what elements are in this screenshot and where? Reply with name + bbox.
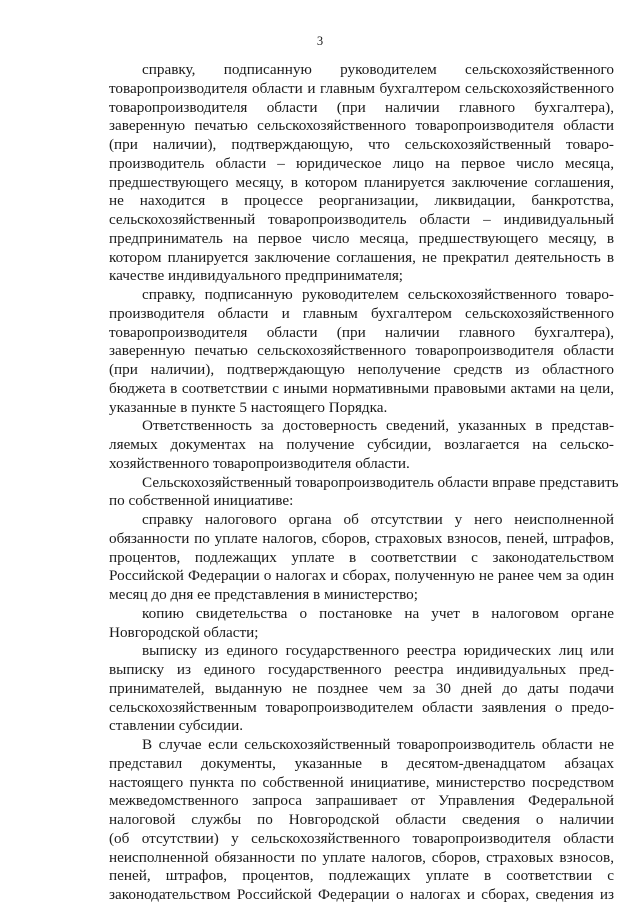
text-line: ставлении субсидии. bbox=[109, 717, 244, 735]
text-line: принимателей, выданную не позднее чем за 30 дней до даты подачи bbox=[109, 679, 614, 697]
text-line: справку, подписанную руководителем сельскохозяйственного bbox=[142, 61, 614, 78]
text-line: Новгородской области; bbox=[109, 623, 259, 641]
text-line: Российской Федерации о налогах и сборах, полученную не ранее чем за один bbox=[109, 567, 614, 585]
text-line: Ответственность за достоверность сведений, указанных в представ- bbox=[142, 417, 614, 435]
text-line: законодательством Российской Федерации о налогах и сборах, сведения из bbox=[109, 886, 614, 903]
text-line: бюджета в соответствии с иными нормативными правовыми актами на цели, bbox=[109, 379, 614, 397]
text-line: товаропроизводителя области (при наличии главного бухгалтера), bbox=[109, 323, 614, 341]
text-line: налоговой службы по Новгородской области сведения о наличии bbox=[109, 811, 614, 828]
text-line: Сельскохозяйственный товаропроизводитель области вправе представить bbox=[142, 473, 619, 491]
text-line: (при наличии), подтверждающую, что сельскохозяйственный товаро- bbox=[109, 136, 614, 153]
text-line: представил документы, указанные в десятом-двенадцатом абзацах bbox=[109, 754, 614, 772]
text-line: настоящего пункта по собственной инициативе, министерство посредством bbox=[109, 773, 614, 791]
text-line: не находится в процессе реорганизации, ликвидации, банкротства, bbox=[109, 192, 614, 210]
text-line: (при наличии), подтверждающую неполучение средств из областного bbox=[109, 361, 614, 378]
text-line: товаропроизводителя области и главным бухгалтером сельскохозяйственного bbox=[109, 79, 614, 97]
text-line: (об отсутствии) у сельскохозяйственного товаропроизводителя области bbox=[109, 829, 614, 847]
text-line: выписку из единого государственного реестра индивидуальных пред- bbox=[109, 661, 614, 678]
text-line: указанные в пункте 5 настоящего Порядка. bbox=[109, 398, 388, 416]
text-line: производитель области – юридическое лицо на первое число месяца, bbox=[109, 154, 614, 172]
text-line: межведомственного запроса запрашивает от Управления Федеральной bbox=[109, 792, 614, 810]
text-line: производителя области и главным бухгалтером сельскохозяйственного bbox=[109, 304, 614, 322]
text-line: котором планируется заключение соглашения, не прекратил деятельность в bbox=[109, 248, 614, 266]
text-line: предприниматель на первое число месяца, предшествующего месяцу, в bbox=[109, 229, 614, 247]
text-line: справку налогового органа об отсутствии у него неисполненной bbox=[142, 511, 614, 528]
text-line: заверенную печатью сельскохозяйственного товаропроизводителя области bbox=[109, 342, 614, 360]
text-line: копию свидетельства о постановке на учет в налоговом органе bbox=[142, 604, 614, 622]
text-line: заверенную печатью сельскохозяйственного товаропроизводителя области bbox=[109, 117, 614, 135]
text-line: пеней, штрафов, процентов, подлежащих уплате в соответствии с bbox=[109, 867, 614, 885]
text-line: сельскохозяйственный товаропроизводитель области – индивидуальный bbox=[109, 211, 614, 228]
page-number: 3 bbox=[316, 34, 324, 48]
text-line: хозяйственного товаропроизводителя области. bbox=[109, 454, 410, 472]
text-line: ляемых документах на получение субсидии, возлагается на сельско- bbox=[109, 436, 614, 453]
text-line: В случае если сельскохозяйственный товаропроизводитель области не bbox=[142, 736, 614, 753]
text-line: процентов, подлежащих уплате в соответствии с законодательством bbox=[109, 548, 614, 566]
text-line: обязанности по уплате налогов, сборов, страховых взносов, пеней, штрафов, bbox=[109, 529, 614, 547]
text-line: неисполненной обязанности по уплате налогов, сборов, страховых взносов, bbox=[109, 848, 614, 866]
text-line: предшествующего месяцу, в котором планируется заключение соглашения, bbox=[109, 173, 614, 191]
text-line: сельскохозяйственным товаропроизводителем области заявления о предо- bbox=[109, 698, 614, 716]
text-line: качестве индивидуального предпринимателя; bbox=[109, 267, 404, 285]
text-line: справку, подписанную руководителем сельскохозяйственного товаро- bbox=[142, 286, 614, 303]
text-line: товаропроизводителя области (при наличии главного бухгалтера), bbox=[109, 98, 614, 116]
text-line: по собственной инициативе: bbox=[109, 492, 294, 510]
text-line: выписку из единого государственного реестра юридических лиц или bbox=[142, 642, 614, 660]
body-text bbox=[109, 61, 619, 905]
text-line: месяц до дня ее представления в министерство; bbox=[109, 586, 418, 603]
